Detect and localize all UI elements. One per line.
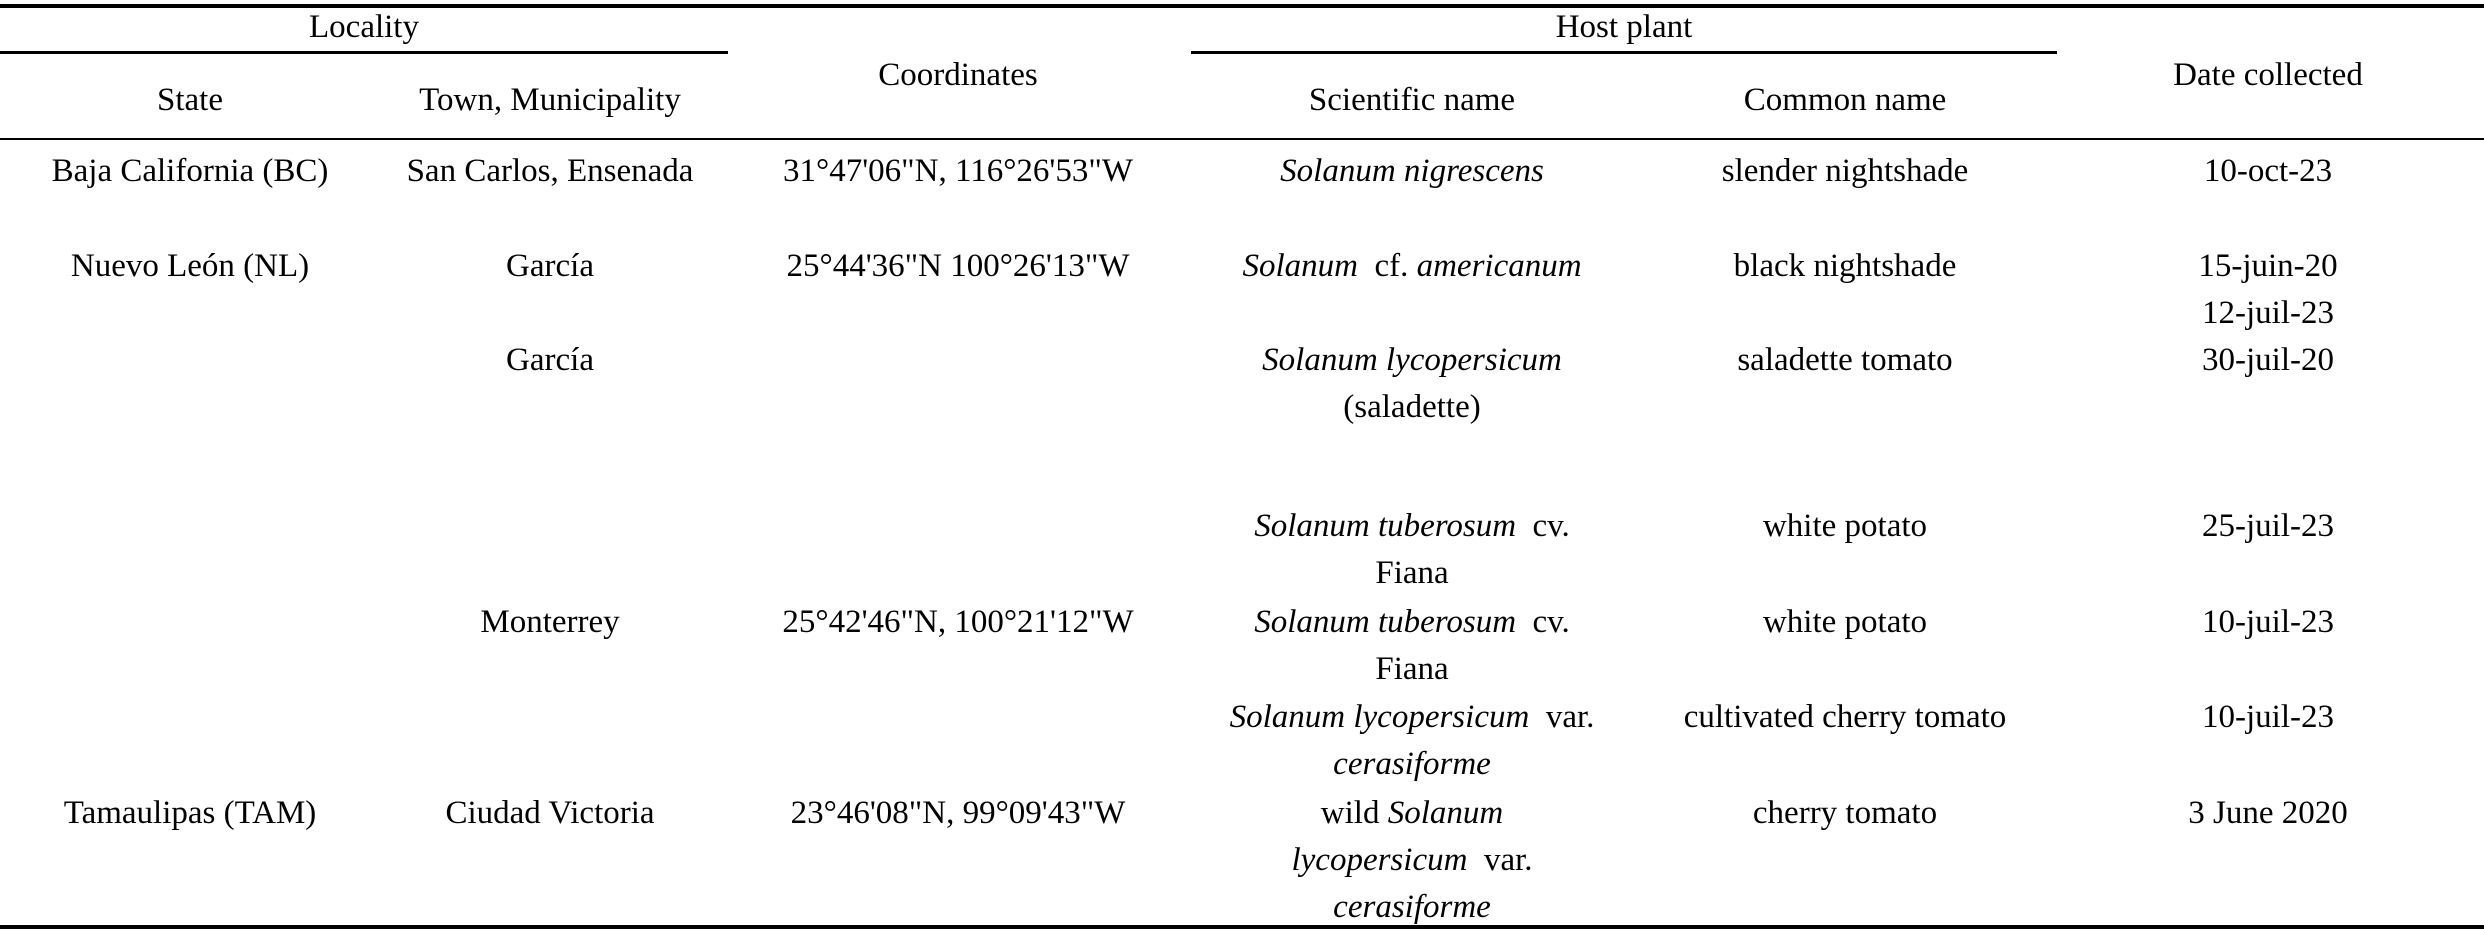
cell-date: 15-juin-20 (2198, 248, 2338, 284)
cell-scientific-cultivar: Fiana (1375, 555, 1449, 591)
cell-town: San Carlos, Ensenada (406, 153, 694, 189)
cell-scientific-name-note: (saladette) (1343, 389, 1481, 425)
sci-species: Solanum lycopersicum (1229, 699, 1530, 735)
header-date-collected: Date collected (2173, 57, 2363, 93)
cell-state: Baja California (BC) (51, 153, 329, 189)
sci-variety-marker: var. (1545, 699, 1595, 735)
cell-common-name: white potato (1762, 508, 1928, 544)
cell-date: 25-juil-23 (2202, 508, 2334, 544)
cell-town: Monterrey (480, 604, 620, 640)
sci-species: americanum (1416, 248, 1582, 284)
bottom-rule (0, 925, 2484, 929)
cell-scientific-name: Solanum nigrescens (1280, 153, 1544, 189)
cell-state: Tamaulipas (TAM) (63, 795, 317, 831)
header-state: State (157, 82, 223, 118)
cell-scientific-name (1242, 243, 1581, 290)
cell-scientific-name (1254, 503, 1570, 550)
sci-genus: Solanum (1387, 795, 1504, 831)
cell-date: 10-oct-23 (2203, 153, 2333, 189)
cell-town: García (506, 248, 594, 284)
cell-scientific-variety: cerasiforme (1333, 889, 1491, 925)
cell-town: Ciudad Victoria (445, 795, 655, 831)
header-scientific-name: Scientific name (1308, 82, 1516, 118)
cell-date: 10-juil-23 (2202, 699, 2334, 735)
sci-genus: Solanum (1242, 248, 1358, 284)
cell-town: García (506, 342, 594, 378)
header-coordinates: Coordinates (878, 57, 1038, 93)
cell-scientific-name-line2 (1291, 837, 1532, 884)
cell-coordinates: 23°46'08"N, 99°09'43"W (790, 795, 1126, 831)
cell-common-name: white potato (1762, 604, 1928, 640)
sci-species: Solanum tuberosum (1254, 508, 1517, 544)
locality-underline (0, 51, 728, 54)
cell-date: 30-juil-20 (2202, 342, 2334, 378)
header-bottom-rule (0, 138, 2484, 140)
host-plant-underline (1191, 51, 2057, 54)
cell-common-name: cultivated cherry tomato (1683, 699, 2007, 735)
cell-scientific-name (1254, 599, 1570, 646)
sci-cultivar-marker: cv. (1532, 604, 1570, 640)
cell-scientific-name: Solanum lycopersicum (1262, 342, 1562, 378)
sci-qualifier: cf. (1374, 248, 1409, 284)
cell-common-name: saladette tomato (1737, 342, 1953, 378)
cell-coordinates: 25°44'36"N 100°26'13"W (786, 248, 1130, 284)
sci-species: lycopersicum (1291, 842, 1468, 878)
header-town: Town, Municipality (419, 82, 681, 118)
header-locality: Locality (309, 9, 419, 45)
cell-common-name: slender nightshade (1721, 153, 1969, 189)
cell-common-name: cherry tomato (1752, 795, 1938, 831)
cell-coordinates: 25°42'46"N, 100°21'12"W (782, 604, 1134, 640)
cell-date: 10-juil-23 (2202, 604, 2334, 640)
cell-coordinates: 31°47'06"N, 116°26'53"W (783, 153, 1133, 189)
sci-wild-qualifier: wild (1320, 795, 1380, 831)
sci-variety-marker: var. (1483, 842, 1533, 878)
sci-species: Solanum tuberosum (1254, 604, 1517, 640)
cell-scientific-cultivar: Fiana (1375, 651, 1449, 687)
cell-date: 12-juil-23 (2202, 295, 2334, 331)
cell-scientific-name (1230, 694, 1595, 741)
cell-date: 3 June 2020 (2188, 795, 2348, 831)
cell-state: Nuevo León (NL) (70, 248, 310, 284)
sci-cultivar-marker: cv. (1532, 508, 1570, 544)
cell-common-name: black nightshade (1733, 248, 1957, 284)
cell-scientific-variety: cerasiforme (1333, 746, 1491, 782)
header-host-plant: Host plant (1555, 9, 1693, 45)
cell-scientific-name (1321, 790, 1503, 837)
header-common-name: Common name (1743, 82, 1947, 118)
